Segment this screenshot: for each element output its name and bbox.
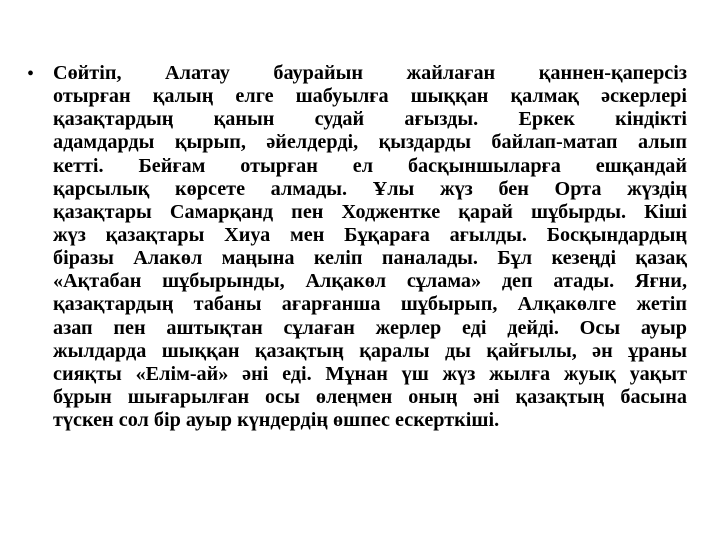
text-line: жүз қазақтары Хиуа мен Бұқараға ағылды. Босқындардың xyxy=(53,223,687,246)
text-line: бұрын шығарылған осы өлеңмен оның әні қазақтың басына xyxy=(53,385,687,408)
text-line: сияқты «Елім-ай» әні еді. Мұнан үш жүз жылға жуық уақыт xyxy=(53,362,687,385)
text-line: кетті. Бейғам отырған ел басқыншыларға ешқандай xyxy=(53,154,687,177)
text-line: адамдарды қырып, әйелдерді, қыздарды байлап-матап алып xyxy=(53,131,687,154)
bullet-point: • xyxy=(27,63,35,85)
text-line: отырған қалың елге шабуылға шыққан қалмақ әскерлері xyxy=(53,85,687,108)
paragraph xyxy=(53,62,687,432)
text-line: қазақтардың табаны ағарғанша шұбырып, Алқакөлге жетіп xyxy=(53,293,687,316)
text-line: қарсылық көрсете алмады. Ұлы жүз бен Орта жүздің xyxy=(53,177,687,200)
text-line: қазақтары Самарқанд пен Ходжентке қарай шұбырды. Кіші xyxy=(53,200,687,223)
text-line: Сөйтіп, Алатау баурайын жайлаған қаннен-қаперсіз xyxy=(53,62,687,84)
text-line: «Ақтабан шұбырынды, Алқакөл сұлама» деп атады. Яғни, xyxy=(53,270,687,293)
text-line: азап пен аштықтан сұлаған жерлер еді дейді. Осы ауыр xyxy=(53,316,687,339)
text-line: біразы Алакөл маңына келіп паналады. Бұл кезеңді қазақ xyxy=(53,247,687,270)
text-line: қазақтардың қанын судай ағызды. Еркек кіндікті xyxy=(53,108,687,131)
text-line: түскен сол бір ауыр күндердің өшпес ескерткіші. xyxy=(53,409,500,432)
text-line: жылдарда шыққан қазақтың қаралы ды қайғылы, ән ұраны xyxy=(53,339,687,362)
